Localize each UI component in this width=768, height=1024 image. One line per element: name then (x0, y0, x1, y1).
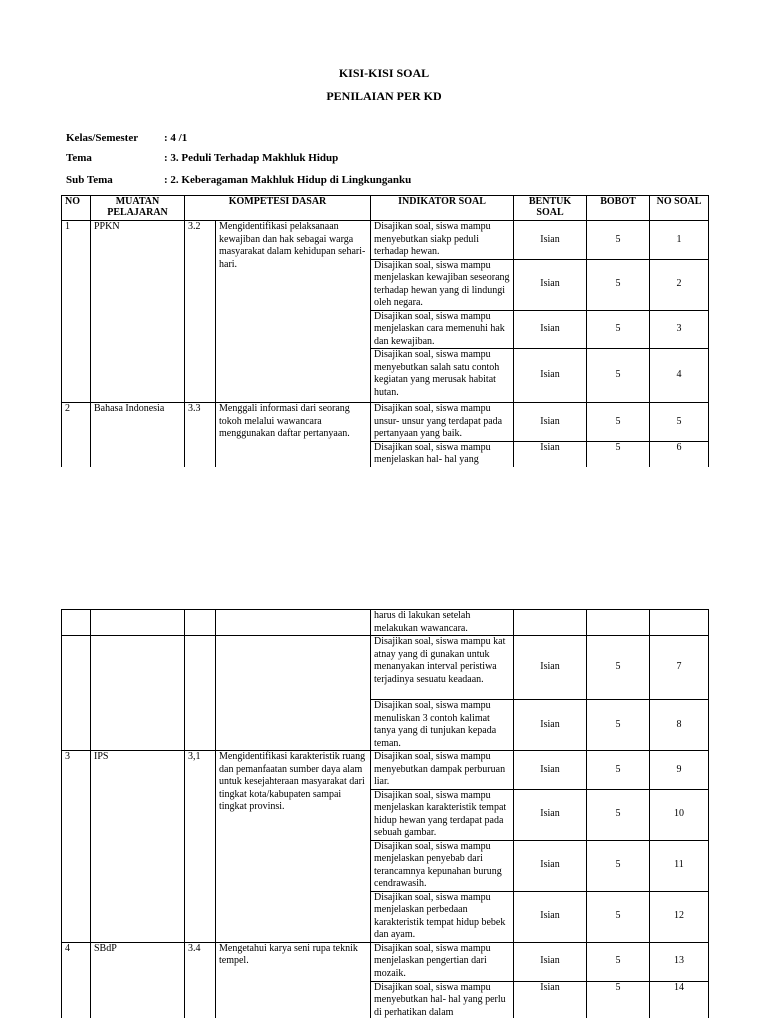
col-muatan-header: MUATAN PELAJARAN (91, 196, 185, 221)
meta-tema-value: : 3. Peduli Terhadap Makhluk Hidup (164, 152, 339, 164)
nosoal-cell: 6 (650, 441, 709, 467)
meta-subtema-label: Sub Tema (66, 174, 113, 186)
nosoal-cell: 4 (650, 349, 709, 403)
row-kd-number: 3,1 (185, 751, 216, 943)
bentuk-cell: Isian (514, 981, 587, 1018)
nosoal-cell (650, 610, 709, 636)
indikator-cell: Disajikan soal, siswa mampu menuliskan 3 contoh kalimat tanya yang di tunjukan kepada teman. (371, 700, 514, 751)
row-muatan: PPKN (91, 221, 185, 403)
indikator-cell: Disajikan soal, siswa mampu menjelaskan cara memenuhi hak dan kewajiban. (371, 310, 514, 349)
nosoal-cell: 13 (650, 942, 709, 981)
bentuk-cell: Isian (514, 891, 587, 942)
bobot-cell: 5 (587, 891, 650, 942)
nosoal-cell: 14 (650, 981, 709, 1018)
nosoal-cell: 5 (650, 403, 709, 442)
indikator-cell: Disajikan soal, siswa mampu menjelaskan kewajiban seseorang terhadap hewan yang di lindungi oleh negara. (371, 259, 514, 310)
row-kd-text: Menggali informasi dari seorang tokoh melalui wawancara menggunakan daftar pertanyaan. (216, 403, 371, 468)
bobot-cell (587, 610, 650, 636)
bobot-cell: 5 (587, 636, 650, 700)
col-indikator-header: INDIKATOR SOAL (371, 196, 514, 221)
nosoal-cell: 11 (650, 840, 709, 891)
row-kd-number (185, 610, 216, 636)
row-kd-number (185, 636, 216, 751)
table-row (62, 610, 709, 636)
bobot-cell: 5 (587, 441, 650, 467)
nosoal-cell: 10 (650, 789, 709, 840)
indikator-cell: Disajikan soal, siswa mampu menjelaskan penyebab dari terancamnya kepunahan burung cendrawasih. (371, 840, 514, 891)
col-no-header: NO (62, 196, 91, 221)
row-muatan (91, 636, 185, 751)
bentuk-cell: Isian (514, 403, 587, 442)
indikator-cell: Disajikan soal, siswa mampu menyebutkan hal- hal yang perlu di perhatikan dalam (371, 981, 514, 1018)
row-muatan (91, 610, 185, 636)
meta-kelas-label: Kelas/Semester (66, 132, 139, 144)
row-kd-number: 3.2 (185, 221, 216, 403)
indikator-cell: Disajikan soal, siswa mampu kat atnay yang di gunakan untuk menanyakan interval peristiwa terjadinya sesuatu keadaan. (371, 636, 514, 700)
bentuk-cell: Isian (514, 349, 587, 403)
nosoal-cell: 1 (650, 221, 709, 260)
meta-subtema-value: : 2. Keberagaman Makhluk Hidup di Lingkunganku (164, 174, 412, 186)
bobot-cell: 5 (587, 789, 650, 840)
bobot-cell: 5 (587, 981, 650, 1018)
row-no: 1 (62, 221, 91, 403)
bobot-cell: 5 (587, 403, 650, 442)
nosoal-cell: 3 (650, 310, 709, 349)
document-title: KISI-KISI SOAL (338, 66, 430, 80)
meta-kelas-value: : 4 /1 (164, 132, 188, 144)
nosoal-cell: 12 (650, 891, 709, 942)
bobot-cell: 5 (587, 221, 650, 260)
row-kd-text (216, 636, 371, 751)
nosoal-cell: 8 (650, 700, 709, 751)
row-kd-text: Mengidentifikasi pelaksanaan kewajiban dan hak sebagai warga masyarakat dalam kehidupan sehari-hari. (216, 221, 371, 403)
col-bentuk-header: BENTUK SOAL (514, 196, 587, 221)
indikator-cell: Disajikan soal, siswa mampu menyebutkan dampak perburuan liar. (371, 751, 514, 790)
row-kd-text: Mengidentifikasi karakteristik ruang dan pemanfaatan sumber daya alam untuk kesejahteraan masyarakat dari tingkat kota/kabupaten sampai tingkat provinsi. (216, 751, 371, 943)
kisi-kisi-table-page2 (61, 609, 709, 1018)
row-muatan: IPS (91, 751, 185, 943)
table-row (62, 636, 709, 700)
table-row (62, 942, 709, 981)
bentuk-cell: Isian (514, 441, 587, 467)
indikator-cell: Disajikan soal, siswa mampu menjelaskan pengertian dari mozaik. (371, 942, 514, 981)
bentuk-cell: Isian (514, 789, 587, 840)
bobot-cell: 5 (587, 259, 650, 310)
bobot-cell: 5 (587, 310, 650, 349)
indikator-cell: Disajikan soal, siswa mampu menjelaskan karakteristik tempat hidup hewan yang terdapat pada sebuah gambar. (371, 789, 514, 840)
bobot-cell: 5 (587, 349, 650, 403)
col-kd-header: KOMPETESI DASAR (185, 196, 371, 221)
bentuk-cell: Isian (514, 259, 587, 310)
document-subtitle: PENILAIAN PER KD (326, 89, 442, 103)
bentuk-cell: Isian (514, 942, 587, 981)
bobot-cell: 5 (587, 700, 650, 751)
row-no (62, 636, 91, 751)
indikator-cell: Disajikan soal, siswa mampu menyebutkan siakp peduli terhadap hewan. (371, 221, 514, 260)
indikator-cell: Disajikan soal, siswa mampu menyebutkan salah satu contoh kegiatan yang merusak habitat hutan. (371, 349, 514, 403)
nosoal-cell: 2 (650, 259, 709, 310)
row-no: 2 (62, 403, 91, 468)
bobot-cell: 5 (587, 751, 650, 790)
bentuk-cell (514, 610, 587, 636)
bentuk-cell: Isian (514, 700, 587, 751)
meta-tema-label: Tema (66, 152, 92, 164)
indikator-cell: harus di lakukan setelah melakukan wawancara. (371, 610, 514, 636)
bobot-cell: 5 (587, 942, 650, 981)
indikator-cell: Disajikan soal, siswa mampu menjelaskan hal- hal yang (371, 441, 514, 467)
row-kd-text (216, 610, 371, 636)
row-no: 3 (62, 751, 91, 943)
row-kd-text: Mengetahui karya seni rupa teknik tempel. (216, 942, 371, 1018)
row-kd-number: 3.3 (185, 403, 216, 468)
table-row (62, 751, 709, 790)
col-bobot-header: BOBOT (587, 196, 650, 221)
nosoal-cell: 9 (650, 751, 709, 790)
indikator-cell: Disajikan soal, siswa mampu menjelaskan perbedaan karakteristik tempat hidup bebek dan ayam. (371, 891, 514, 942)
bentuk-cell: Isian (514, 221, 587, 260)
row-kd-number: 3.4 (185, 942, 216, 1018)
indikator-cell: Disajikan soal, siswa mampu unsur- unsur yang terdapat pada pertanyaan yang baik. (371, 403, 514, 442)
row-no (62, 610, 91, 636)
nosoal-cell: 7 (650, 636, 709, 700)
row-muatan: SBdP (91, 942, 185, 1018)
row-no: 4 (62, 942, 91, 1018)
bentuk-cell: Isian (514, 751, 587, 790)
col-nosoal-header: NO SOAL (650, 196, 709, 221)
bobot-cell: 5 (587, 840, 650, 891)
bentuk-cell: Isian (514, 840, 587, 891)
bentuk-cell: Isian (514, 310, 587, 349)
bentuk-cell: Isian (514, 636, 587, 700)
row-muatan: Bahasa Indonesia (91, 403, 185, 468)
